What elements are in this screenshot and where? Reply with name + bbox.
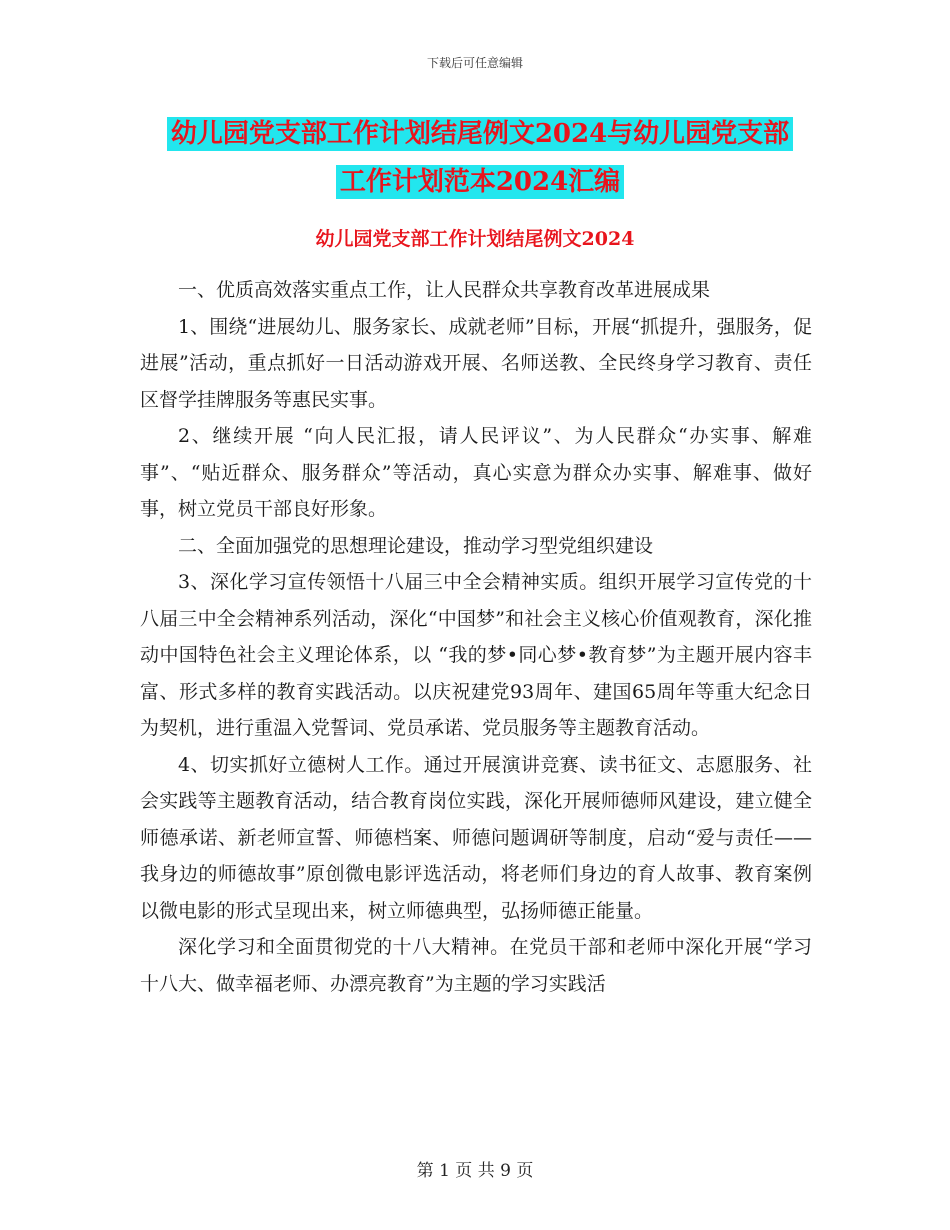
page-number-footer: 第 1 页 共 9 页 — [416, 1161, 534, 1181]
paragraph: 二、全面加强党的思想理论建设，推动学习型党组织建设 — [178, 534, 654, 557]
document-title-line-1: 幼儿园党支部工作计划结尾例文2024与幼儿园党支部 — [167, 117, 793, 151]
paragraph: 一、优质高效落实重点工作，让人民群众共享教育改革进展成果 — [178, 279, 711, 301]
paragraph: 深化学习和全面贯彻党的十八大精神。在党员干部和老师中深化开展“学习十八大、做幸福老师、办漂亮教育”为主题的学习实践活 — [140, 936, 812, 995]
document-title-line-2: 工作计划范本2024汇编 — [336, 165, 624, 199]
page-header-note: 下载后可任意编辑 — [426, 56, 523, 70]
paragraph: 1、围绕“进展幼儿、服务家长、成就老师”目标，开展“抓提升，强服务，促进展”活动，重点抓好一日活动游戏开展、名师送教、全民终身学习教育、责任区督学挂牌服务等惠民实事。 — [140, 315, 812, 411]
document-title — [140, 110, 820, 206]
paragraph: 3、深化学习宣传领悟十八届三中全会精神实质。组织开展学习宣传党的十八届三中全会精神系列活动，深化“中国梦”和社会主义核心价值观教育，深化推动中国特色社会主义理论体系，以 “我的梦•同心梦•教育梦”为主题开展内容丰富、形式多样的教育实践活动。以庆祝建党93周年、建国65周年等重大纪念日为契机，进行重温入党誓词、党员承诺、党员服务等主题教育活动。 — [140, 571, 812, 739]
paragraph: 4、切实抓好立德树人工作。通过开展演讲竞赛、读书征文、志愿服务、社会实践等主题教育活动，结合教育岗位实践，深化开展师德师风建设，建立健全师德承诺、新老师宣誓、师德档案、师德问题调研等制度，启动“爱与责任——我身边的师德故事”原创微电影评选活动，将老师们身边的育人故事、教育案例以微电影的形式呈现出来，树立师德典型，弘扬师德正能量。 — [140, 753, 812, 922]
paragraph: 2、继续开展 “向人民汇报，请人民评议”、为人民群众“办实事、解难事”、“贴近群众、服务群众”等活动，真心实意为群众办实事、解难事、做好事，树立党员干部良好形象。 — [140, 425, 812, 520]
section-title: 幼儿园党支部工作计划结尾例文2024 — [315, 228, 635, 250]
body-text — [140, 272, 812, 1002]
